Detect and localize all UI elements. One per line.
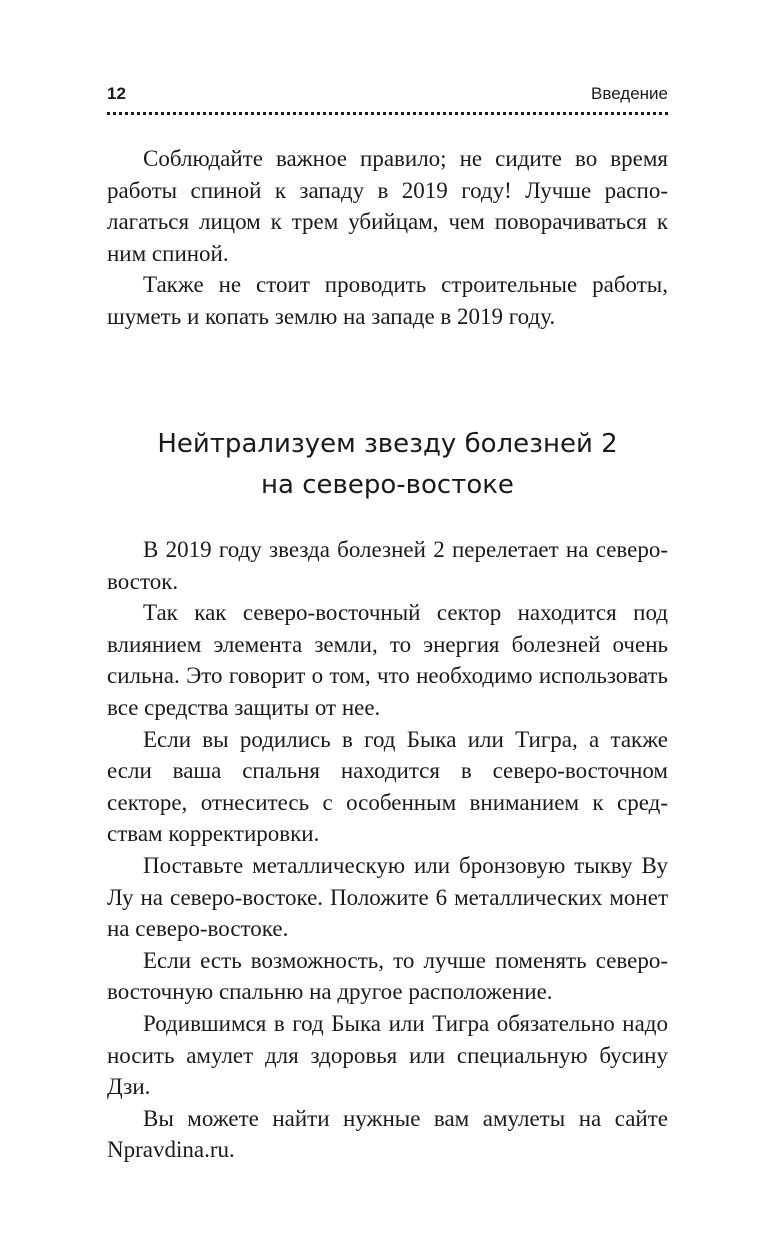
paragraph: Если вы родились в год Быка или Тигра, а также если ваша спальня находится в северо-восточном секторе, отнеситесь с особенным вниманием к средствам корректировки. — [107, 726, 668, 847]
running-header — [107, 84, 668, 114]
header-dotted-rule — [107, 112, 668, 115]
section-heading-line-1: Нейтрализуем звезду болезней 2 — [157, 429, 618, 459]
paragraph: Поставьте металлическую или бронзовую тыкву Ву Лу на северо-востоке. Положите 6 металлических монет на северо-востоке. — [107, 852, 668, 942]
paragraph: Если есть возможность, то лучше поменять северо-восточную спальню на другое расположение. — [107, 947, 668, 1005]
paragraph: Также не стоит проводить строительные работы, шуметь и копать землю на западе в 2019 году. — [107, 272, 668, 329]
paragraph: В 2019 году звезда болезней 2 перелетает на северо-восток. — [107, 537, 668, 594]
paragraph: Вы можете найти нужные вам амулеты на сайте Npravdina.ru. — [107, 1105, 668, 1163]
paragraph: Родившимся в год Быка или Тигра обязательно надо носить амулет для здоровья или специальную бусину Дзи. — [107, 1010, 668, 1100]
intro-text — [107, 143, 668, 333]
section-body — [107, 534, 668, 1166]
paragraph: Соблюдайте важное правило; не сидите во время работы спиной к западу в 2019 году! Лучше располагаться лицом к трем убийцам, чем поворачиваться к ним спиной. — [107, 146, 668, 266]
section-heading-line-2: на северо-востоке — [261, 470, 514, 500]
paragraph: Так как северо-восточный сектор находится под влиянием элемента земли, то энергия болезней очень сильна. Это говорит о том, что необходимо использовать все средства защиты от нее. — [107, 600, 668, 720]
running-section-title: Введение — [591, 84, 668, 103]
section-heading — [107, 424, 668, 506]
page-number: 12 — [107, 84, 126, 103]
